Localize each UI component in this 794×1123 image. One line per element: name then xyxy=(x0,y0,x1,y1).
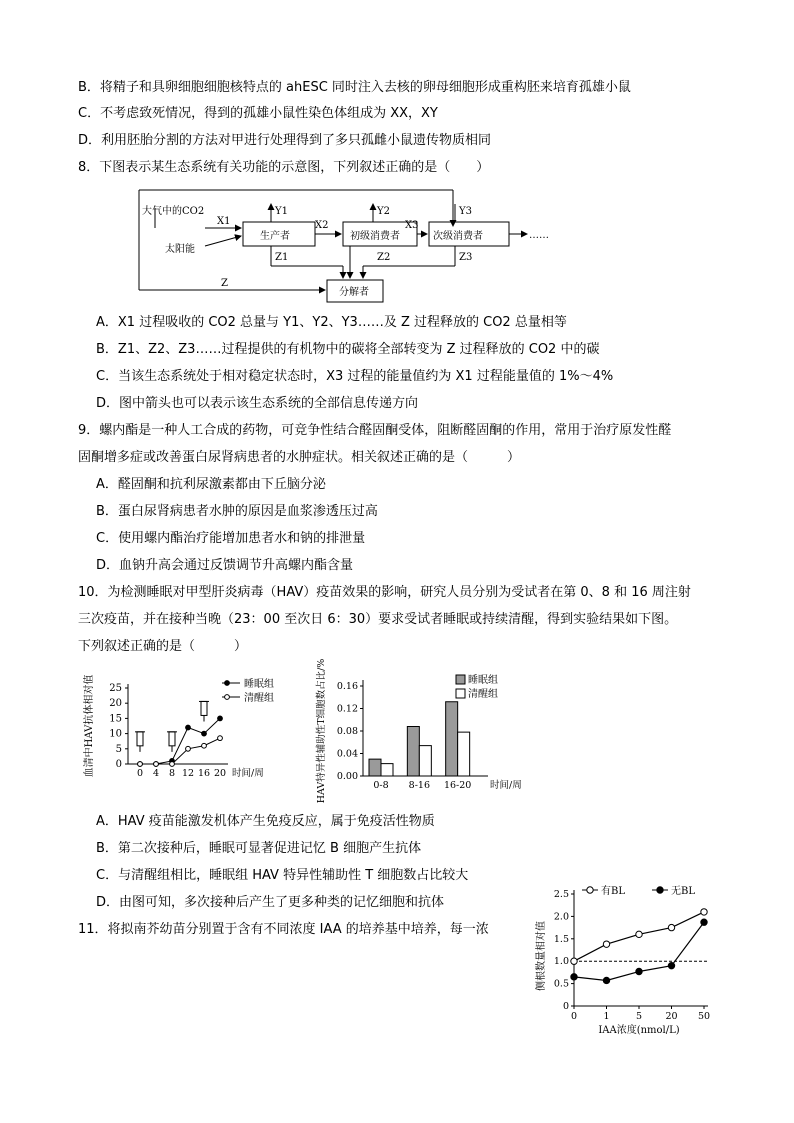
decomposer-box: 分解者 xyxy=(339,287,369,298)
x-tick-label: 0 xyxy=(136,768,144,779)
bar xyxy=(458,732,470,776)
secondary-consumer-box: 次级消费者 xyxy=(433,231,483,242)
z1-label: Z1 xyxy=(275,252,289,263)
q10-option-d: D．由图可知，多次接种后产生了更多种类的记忆细胞和抗体 xyxy=(96,895,445,910)
data-point xyxy=(186,746,191,751)
legend-label: 清醒组 xyxy=(468,689,498,700)
data-point xyxy=(603,941,609,947)
q10-option-b: B．第二次接种后，睡眠可显著促进记忆 B 细胞产生抗体 xyxy=(96,841,422,856)
x-axis-title: 时间/周 xyxy=(232,768,264,779)
z2-label: Z2 xyxy=(377,252,391,263)
y-tick-label: 0.04 xyxy=(336,748,358,760)
x-tick-label: 50 xyxy=(697,1011,711,1022)
q8-stem: 8．下图表示某生态系统有关功能的示意图，下列叙述正确的是（ ） xyxy=(78,160,490,175)
data-point xyxy=(701,909,707,915)
data-point xyxy=(603,977,609,983)
data-point xyxy=(701,919,707,925)
x-axis-title: IAA浓度(nmol/L) xyxy=(598,1025,680,1036)
syringe-icon xyxy=(169,732,175,746)
y-tick-label: 0.5 xyxy=(553,978,569,990)
x-axis-title: 时间/周 xyxy=(490,780,522,791)
data-point xyxy=(186,725,191,730)
syringe-icon xyxy=(137,732,143,746)
y-axis-title: 侧根数量相对值 xyxy=(536,921,547,991)
x-tick-label: 16 xyxy=(197,768,211,779)
y-tick-label: 20 xyxy=(109,698,122,710)
data-point xyxy=(668,924,674,930)
y-tick-label: 10 xyxy=(109,728,122,740)
bar xyxy=(419,746,431,776)
y-axis-title: 血清中HAV抗体相对值 xyxy=(84,674,95,778)
bar xyxy=(381,764,393,776)
x-tick-label: 0-8 xyxy=(373,780,389,791)
bar xyxy=(369,759,381,776)
q8-option-c: C．当该生态系统处于相对稳定状态时，X3 过程的能量值约为 X1 过程能量值的 1%～4% xyxy=(96,369,614,384)
data-point xyxy=(170,762,175,767)
q10-option-c: C．与清醒组相比，睡眠组 HAV 特异性辅助性 T 细胞数占比较大 xyxy=(96,868,469,883)
y-tick-label: 0.00 xyxy=(336,771,358,782)
q10-stem-line2: 三次疫苗，并在接种当晚（23：00 至次日 6：30）要求受试者睡眠或持续清醒，得到实验结果如下图。 xyxy=(78,612,678,627)
data-point xyxy=(668,962,674,968)
q10-option-a: A．HAV 疫苗能激发机体产生免疫反应，属于免疫活性物质 xyxy=(96,814,435,829)
x-tick-label: 8-16 xyxy=(408,780,431,791)
data-point xyxy=(218,736,223,741)
x-tick-label: 0 xyxy=(570,1011,578,1022)
y2-label: Y2 xyxy=(377,206,390,217)
x-tick-label: 1 xyxy=(603,1011,610,1022)
lateral-root-line-chart xyxy=(532,880,732,1038)
y-tick-label: 25 xyxy=(109,683,122,694)
y-tick-label: 2.0 xyxy=(553,911,569,923)
x-tick-label: 5 xyxy=(635,1011,643,1022)
legend-label: 睡眠组 xyxy=(244,679,274,690)
legend-label: 睡眠组 xyxy=(468,675,498,686)
y-tick-label: 2.5 xyxy=(553,889,569,900)
y1-label: Y1 xyxy=(275,206,288,217)
q7-option-d: D．利用胚胎分割的方法对甲进行处理得到了多只孤雌小鼠遗传物质相同 xyxy=(78,133,492,148)
legend-marker xyxy=(225,695,230,700)
q8-option-a: A．X1 过程吸收的 CO2 总量与 Y1、Y2、Y3……及 Z 过程释放的 CO2 总量相等 xyxy=(96,315,567,330)
q7-option-c: C．不考虑致死情况，得到的孤雄小鼠性染色体组成为 XX，XY xyxy=(78,106,438,121)
x-tick-label: 20 xyxy=(665,1011,678,1022)
producer-box: 生产者 xyxy=(260,231,290,242)
q9-option-b: B．蛋白尿肾病患者水肿的原因是血浆渗透压过高 xyxy=(96,504,378,519)
y-tick-label: 15 xyxy=(109,713,122,725)
data-point xyxy=(138,762,143,767)
y-tick-label: 0 xyxy=(562,1001,569,1012)
data-point xyxy=(202,743,207,748)
z-label: Z xyxy=(221,278,228,289)
y-tick-label: 0 xyxy=(115,759,122,770)
antibody-line-chart xyxy=(80,668,295,796)
helper-t-bar-chart xyxy=(308,658,522,804)
syringe-icon xyxy=(201,701,207,715)
y3-label: Y3 xyxy=(459,206,472,217)
sun-label: 太阳能 xyxy=(165,244,195,255)
q10-stem-line1: 10．为检测睡眠对甲型肝炎病毒（HAV）疫苗效果的影响，研究人员分别为受试者在第 0、8 和 16 周注射 xyxy=(78,585,691,600)
q11-stem: 11．将拟南芥幼苗分别置于含有不同浓度 IAA 的培养基中培养，每一浓 xyxy=(78,922,489,937)
legend-marker xyxy=(225,681,230,686)
data-point xyxy=(571,958,577,964)
continuation-ellipsis: …… xyxy=(529,230,549,241)
x-tick-label: 12 xyxy=(181,768,195,779)
q7-option-b: B．将精子和具卵细胞细胞核特点的 ahESC 同时注入去核的卵母细胞形成重构胚来培育孤雄小鼠 xyxy=(78,80,631,95)
q8-option-d: D．图中箭头也可以表示该生态系统的全部信息传递方向 xyxy=(96,396,419,411)
y-axis-title: HAV特异性辅助性T细胞数占比/% xyxy=(316,658,327,804)
q10-stem-line3: 下列叙述正确的是（ ） xyxy=(78,639,248,654)
q9-option-d: D．血钠升高会通过反馈调节升高螺内酯含量 xyxy=(96,558,354,573)
legend-swatch xyxy=(456,689,465,698)
q9-option-a: A．醛固酮和抗利尿激素都由下丘脑分泌 xyxy=(96,477,326,492)
y-tick-label: 5 xyxy=(115,743,122,755)
x-tick-label: 20 xyxy=(213,768,227,779)
y-tick-label: 1.0 xyxy=(553,956,569,968)
legend-marker xyxy=(657,887,663,893)
x1-label: X1 xyxy=(217,216,231,227)
y-tick-label: 0.16 xyxy=(336,681,358,692)
series-line-1 xyxy=(140,738,220,764)
x-tick-label: 4 xyxy=(152,768,160,779)
y-tick-label: 0.08 xyxy=(336,726,358,737)
data-point xyxy=(636,931,642,937)
series-line-0 xyxy=(140,718,220,764)
q8-option-b: B．Z1、Z2、Z3……过程提供的有机物中的碳将全部转变为 Z 过程释放的 CO2 中的碳 xyxy=(96,342,600,357)
co2-source-label: 大气中的CO2 xyxy=(142,206,205,217)
data-point xyxy=(202,731,207,736)
primary-consumer-box: 初级消费者 xyxy=(350,231,400,242)
legend-label: 有BL xyxy=(601,886,625,897)
legend-label: 无BL xyxy=(671,886,695,897)
data-point xyxy=(636,968,642,974)
x-tick-label: 16-20 xyxy=(443,780,472,791)
y-tick-label: 0.12 xyxy=(336,703,358,715)
bar xyxy=(446,702,458,776)
data-point xyxy=(571,974,577,980)
x-tick-label: 8 xyxy=(168,768,176,779)
legend-marker xyxy=(587,887,593,893)
ecosystem-diagram xyxy=(135,186,555,310)
legend-swatch xyxy=(456,675,465,684)
q9-option-c: C．使用螺内酯治疗能增加患者水和钠的排泄量 xyxy=(96,531,366,546)
data-point xyxy=(154,762,159,767)
y-tick-label: 1.5 xyxy=(553,933,569,945)
bar xyxy=(407,727,419,777)
data-point xyxy=(218,716,223,721)
z3-label: Z3 xyxy=(459,252,473,263)
legend-label: 清醒组 xyxy=(244,693,274,704)
x2-label: X2 xyxy=(315,220,329,231)
q9-stem-line1: 9．螺内酯是一种人工合成的药物，可竞争性结合醛固酮受体，阻断醛固酮的作用，常用于治疗原发性醛 xyxy=(78,423,672,438)
x3-label: X3 xyxy=(405,220,419,231)
q9-stem-line2: 固酮增多症或改善蛋白尿肾病患者的水肿症状。相关叙述正确的是（ ） xyxy=(78,450,521,465)
